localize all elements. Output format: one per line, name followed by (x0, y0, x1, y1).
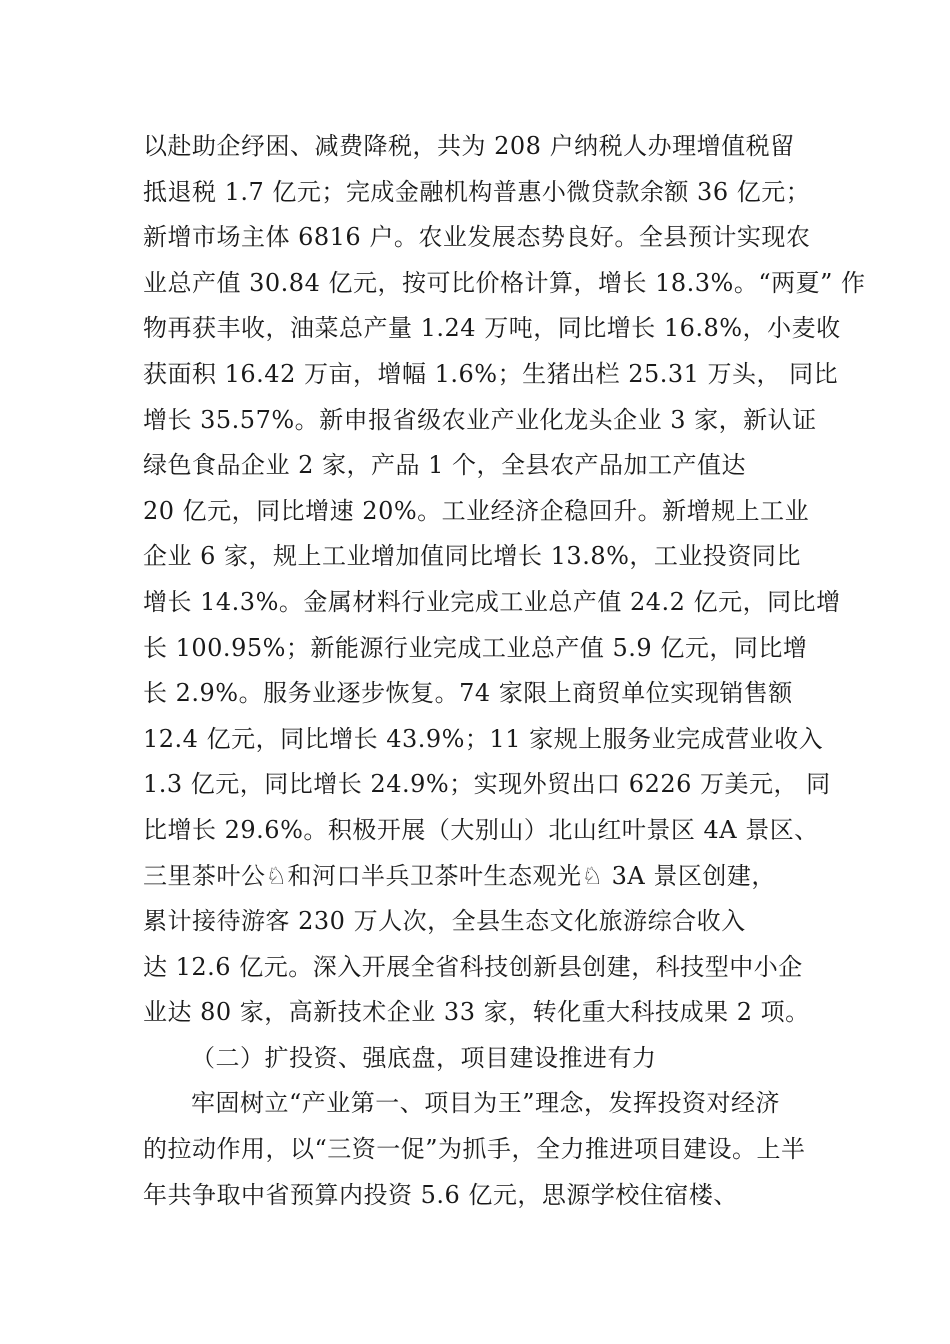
paragraph-line: 三里茶叶公♘和河口半兵卫茶叶生态观光♘ 3A 景区创建， (143, 861, 776, 890)
paragraph-line-indented: （二）扩投资、强底盘，项目建设推进有力 (191, 1043, 657, 1072)
paragraph-line: 年共争取中省预算内投资 5.6 亿元，思源学校住宿楼、 (143, 1180, 738, 1209)
body-text (143, 124, 866, 1218)
paragraph-line: 12.4 亿元，同比增长 43.9%；11 家规上服务业完成营业收入 (143, 724, 824, 753)
paragraph-line: 的拉动作用，以“三资一促”为抓手，全力推进项目建设。上半 (143, 1135, 806, 1164)
paragraph-line: 获面积 16.42 万亩，增幅 1.6%；生猪出栏 25.31 万头， 同比 (143, 359, 839, 388)
paragraph-line: 1.3 亿元，同比增长 24.9%；实现外贸出口 6226 万美元， 同 (143, 770, 831, 799)
paragraph-line: 抵退税 1.7 亿元；完成金融机构普惠小微贷款余额 36 亿元； (143, 177, 811, 206)
paragraph-line: 长 100.95%；新能源行业完成工业总产值 5.9 亿元，同比增 (143, 633, 808, 662)
paragraph-line: 累计接待游客 230 万人次，全县生态文化旅游综合收入 (143, 907, 746, 936)
paragraph-line: 增长 14.3%。金属材料行业完成工业总产值 24.2 亿元，同比增 (143, 587, 841, 616)
paragraph-line: 物再获丰收，油菜总产量 1.24 万吨，同比增长 16.8%，小麦收 (143, 314, 841, 343)
paragraph-line: 20 亿元，同比增速 20%。工业经济企稳回升。新增规上工业 (143, 496, 810, 525)
paragraph-line: 企业 6 家，规上工业增加值同比增长 13.8%，工业投资同比 (143, 542, 801, 571)
paragraph-line: 新增市场主体 6816 户。农业发展态势良好。全县预计实现农 (143, 223, 811, 252)
paragraph-line: 长 2.9%。服务业逐步恢复。74 家限上商贸单位实现销售额 (143, 679, 793, 708)
paragraph-line: 达 12.6 亿元。深入开展全省科技创新县创建，科技型中小企 (143, 952, 803, 981)
paragraph-line: 业达 80 家，高新技术企业 33 家，转化重大科技成果 2 项。 (143, 998, 810, 1027)
paragraph-line: 以赴助企纾困、减费降税，共为 208 户纳税人办理增值税留 (143, 132, 795, 160)
paragraph-line: 绿色食品企业 2 家，产品 1 个，全县农产品加工产值达 (143, 451, 747, 480)
paragraph-line: 增长 35.57%。新申报省级农业产业化龙头企业 3 家，新认证 (143, 405, 817, 434)
paragraph-line: 业总产值 30.84 亿元，按可比价格计算，增长 18.3%。“两夏” 作 (143, 268, 866, 297)
paragraph-line-indented: 牢固树立“产业第一、项目为王”理念，发挥投资对经济 (191, 1089, 781, 1118)
paragraph-line: 比增长 29.6%。积极开展（大别山）北山红叶景区 4A 景区、 (143, 815, 819, 844)
